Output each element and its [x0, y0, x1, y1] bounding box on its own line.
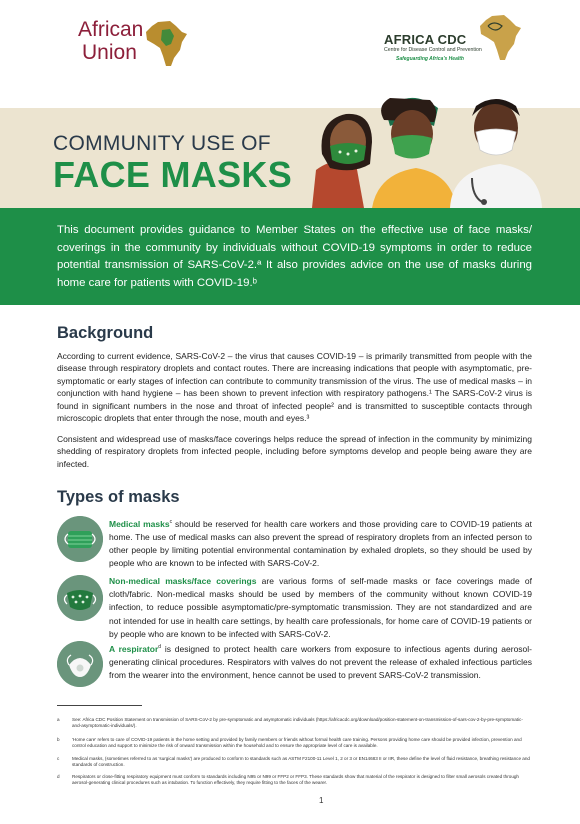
people-illustration: [312, 86, 542, 208]
title-line1: COMMUNITY USE OF: [53, 132, 271, 155]
mask-sup: c: [169, 519, 173, 525]
footnote-letter: a: [57, 717, 60, 722]
footnote-text: See: Africa CDC Position Statement on transmission of SARS-CoV-2 by pre-symptomatic and asymptomatic individuals (https://africacdc.org/download/position-statement-on-transmission-of-sars-cov-2-by-pre-symptomatic-and-asymptomatic-individuals/).: [72, 717, 523, 729]
footnote-letter: b: [57, 737, 60, 742]
au-line1: African: [78, 18, 144, 41]
mask-term: Medical masks: [109, 518, 170, 529]
mask-description: should be reserved for health care workers and those providing care to COVID-19 patients at home. The use of medical masks can also prevent the spread of respiratory droplets from an infected person to other people by limiting potential environmental contamination by exhaled droplets, so they should be used by people who are known to be infected with SARS-CoV-2.: [109, 518, 532, 569]
mask-term: Non-medical masks/face coverings: [109, 576, 257, 586]
footnote-divider: [57, 705, 142, 706]
cdc-title: AFRICA CDC: [384, 32, 467, 47]
medical-mask-icon: [57, 516, 103, 562]
types-heading: Types of masks: [57, 488, 180, 506]
mask-term: A respirator: [109, 643, 159, 654]
africa-map-icon: [144, 20, 188, 68]
mask-sup: d: [158, 644, 162, 650]
intro-text: This document provides guidance to Member States on the effective use of face masks/ coverings in the community by individuals without COVID-19 symptoms in order to reduce potential transmission of SARS-CoV-2.ª It also provides advice on the use of masks during home care for patients with COVID-19.ᵇ: [57, 224, 532, 289]
au-line2: Union: [82, 41, 137, 64]
background-para1: According to current evidence, SARS-CoV-2 – the virus that causes COVID-19 – is primarily transmitted from people with the disease through respiratory droplets and contact routes. There are increasing indications that people with asymptomatic, pre-symptomatic or early stages of infection can contribute to community transmission of the virus. The use of medical masks – in conjunction with hand hygiene – has been shown to prevent infection with respiratory pathogens.¹ The SARS-CoV-2 virus is found in significant numbers in the nose and throat of infected people² and is transmitted to susceptible contacts through microscopic droplets that enter through the nose, mouth and eyes.³: [57, 351, 532, 424]
background-para2: Consistent and widespread use of masks/face coverings helps reduce the spread of infection in the community by minimizing shedding of respiratory droplets from infected people, including before symptoms develop and people being aware they are infected.: [57, 434, 532, 469]
intro-band: [0, 208, 580, 305]
title-line2: FACE MASKS: [53, 154, 293, 195]
mask-description: are various forms of self-made masks or face coverings made of cloth/fabric. Non-medical masks should be used by members of the community without known COVID-19 infection, to reduce possible asymptomatic/pre-symptomatic transmission. They are not standardized and are not intended for use in health care settings, by health care professionals, for home care of COVID-19 patients or by people who are known to be infected with SARS-CoV-2.: [109, 576, 533, 639]
cloth-mask-icon: [57, 575, 103, 621]
african-union-logo: [78, 18, 198, 70]
cdc-tagline: Safeguarding Africa's Health: [396, 56, 464, 62]
background-heading: Background: [57, 324, 154, 342]
page-number: 1: [319, 796, 324, 805]
footnote-text: Respirators or close-fitting respiratory equipment must conform to standards including N95 or N99 or FFP2 or FFP3. These standards show that material of the respirator is designed to filter small aerosols created through aerosol-generating clinical procedures such as intubation. To function effectively, they require fitting to the faces of the wearer.: [72, 774, 519, 786]
cdc-subtitle: Centre for Disease Control and Prevention: [384, 47, 482, 53]
respirator-icon: [57, 641, 103, 687]
mask-description: is designed to protect health care workers from exposure to infectious agents during aerosol-generating clinical procedures. Respirators with valves do not prevent the release of exhaled infectious particles from the wearer into the environment, hence cannot be used to prevent SARS-CoV-2 transmission.: [109, 643, 532, 681]
africa-cdc-logo: [384, 14, 524, 72]
footnote-letter: c: [57, 756, 60, 761]
footnote-text: 'Home care' refers to care of COVID-19 patients in the home setting and provided by family members or friends without formal health care training. Persons providing home care should be provided infection, prevention and control education and support to minimize the risk of onward transmission within the household and to ensure the appropriate level of care is available.: [72, 737, 522, 749]
africa-map-icon: [478, 14, 522, 62]
footnote-letter: d: [57, 774, 60, 779]
footnote-text: Medical masks, (sometimes referred to as 'surgical masks') are produced to conform to standards such as ASTM F2100-11 Level 1, 2 or 3 or EN14683 II or IIR, these define the level of fluid resistance, breathing resistance and standards of construction.: [72, 756, 530, 768]
